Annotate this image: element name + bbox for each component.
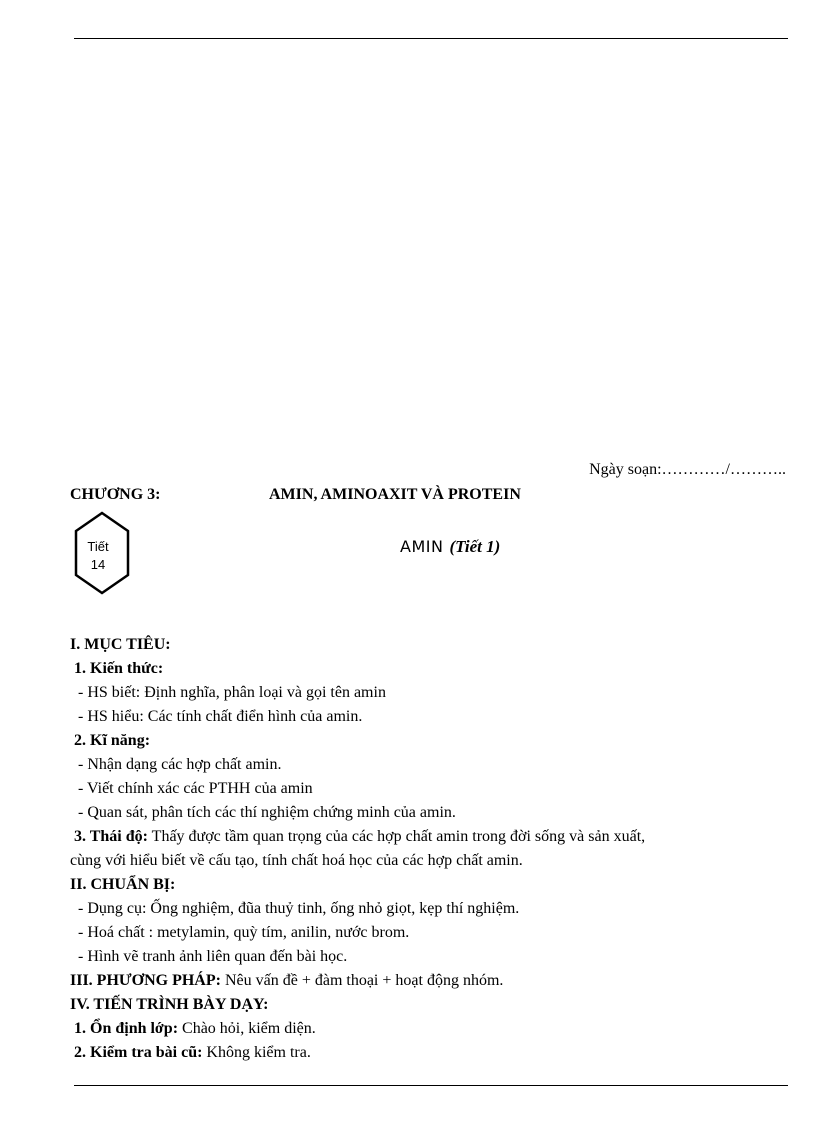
step-2-label: 2. Kiểm tra bài cũ: <box>74 1044 203 1061</box>
method-line <box>70 969 503 993</box>
skills-item-1: - Nhận dạng các hợp chất amin. <box>78 756 282 773</box>
top-rule <box>74 38 788 39</box>
step-1-text: Chào hỏi, kiểm diện. <box>178 1020 316 1037</box>
attitude-text-1: Thấy được tầm quan trọng của các hợp chất amin trong đời sống và sản xuất, <box>147 828 646 845</box>
preparation-item-3: - Hình vẽ tranh ảnh liên quan đến bài học. <box>78 948 348 965</box>
preparation-item-1: - Dụng cụ: Ống nghiệm, đũa thuỷ tinh, ống nhỏ giọt, kẹp thí nghiệm. <box>78 900 520 917</box>
chapter-title: AMIN, AMINOAXIT VÀ PROTEIN <box>269 486 521 503</box>
preparation-heading: II. CHUẨN BỊ: <box>70 876 176 893</box>
attitude-heading: 3. Thái độ: <box>74 828 148 845</box>
attitude-line-1 <box>74 825 645 849</box>
lesson-title <box>400 537 500 557</box>
lesson-title-sub: (Tiết 1) <box>449 537 501 556</box>
knowledge-heading: 1. Kiến thức: <box>74 660 164 677</box>
knowledge-item-2: - HS hiểu: Các tính chất điển hình của amin. <box>78 708 363 725</box>
knowledge-item-1: - HS biết: Định nghĩa, phân loại và gọi tên amin <box>78 684 386 701</box>
method-text: Nêu vấn đề + đàm thoại + hoạt động nhóm. <box>220 972 504 989</box>
objectives-heading: I. MỤC TIÊU: <box>70 636 171 653</box>
method-heading: III. PHƯƠNG PHÁP: <box>70 972 221 989</box>
attitude-line-2: cùng với hiểu biết về cấu tạo, tính chất hoá học của các hợp chất amin. <box>70 852 523 869</box>
skills-item-2: - Viết chính xác các PTHH của amin <box>78 780 313 797</box>
date-prepared: Ngày soạn:…………/……….. <box>589 461 786 478</box>
period-number: 14 <box>90 557 106 572</box>
bottom-rule <box>74 1085 788 1086</box>
step-1-label: 1. Ổn định lớp: <box>74 1020 179 1037</box>
preparation-item-2: - Hoá chất : metylamin, quỳ tím, anilin, nước brom. <box>78 924 410 941</box>
skills-item-3: - Quan sát, phân tích các thí nghiệm chứng minh của amin. <box>78 804 456 821</box>
lesson-title-main: AMIN <box>400 537 444 556</box>
skills-heading: 2. Kĩ năng: <box>74 732 151 749</box>
procedure-heading: IV. TIẾN TRÌNH BÀY DẠY: <box>70 996 269 1013</box>
procedure-step-1 <box>74 1017 316 1041</box>
period-label: Tiết <box>87 539 109 554</box>
period-badge <box>74 538 122 574</box>
chapter-label: CHƯƠNG 3: <box>70 486 161 503</box>
step-2-text: Không kiểm tra. <box>202 1044 311 1061</box>
procedure-step-2 <box>74 1041 311 1065</box>
